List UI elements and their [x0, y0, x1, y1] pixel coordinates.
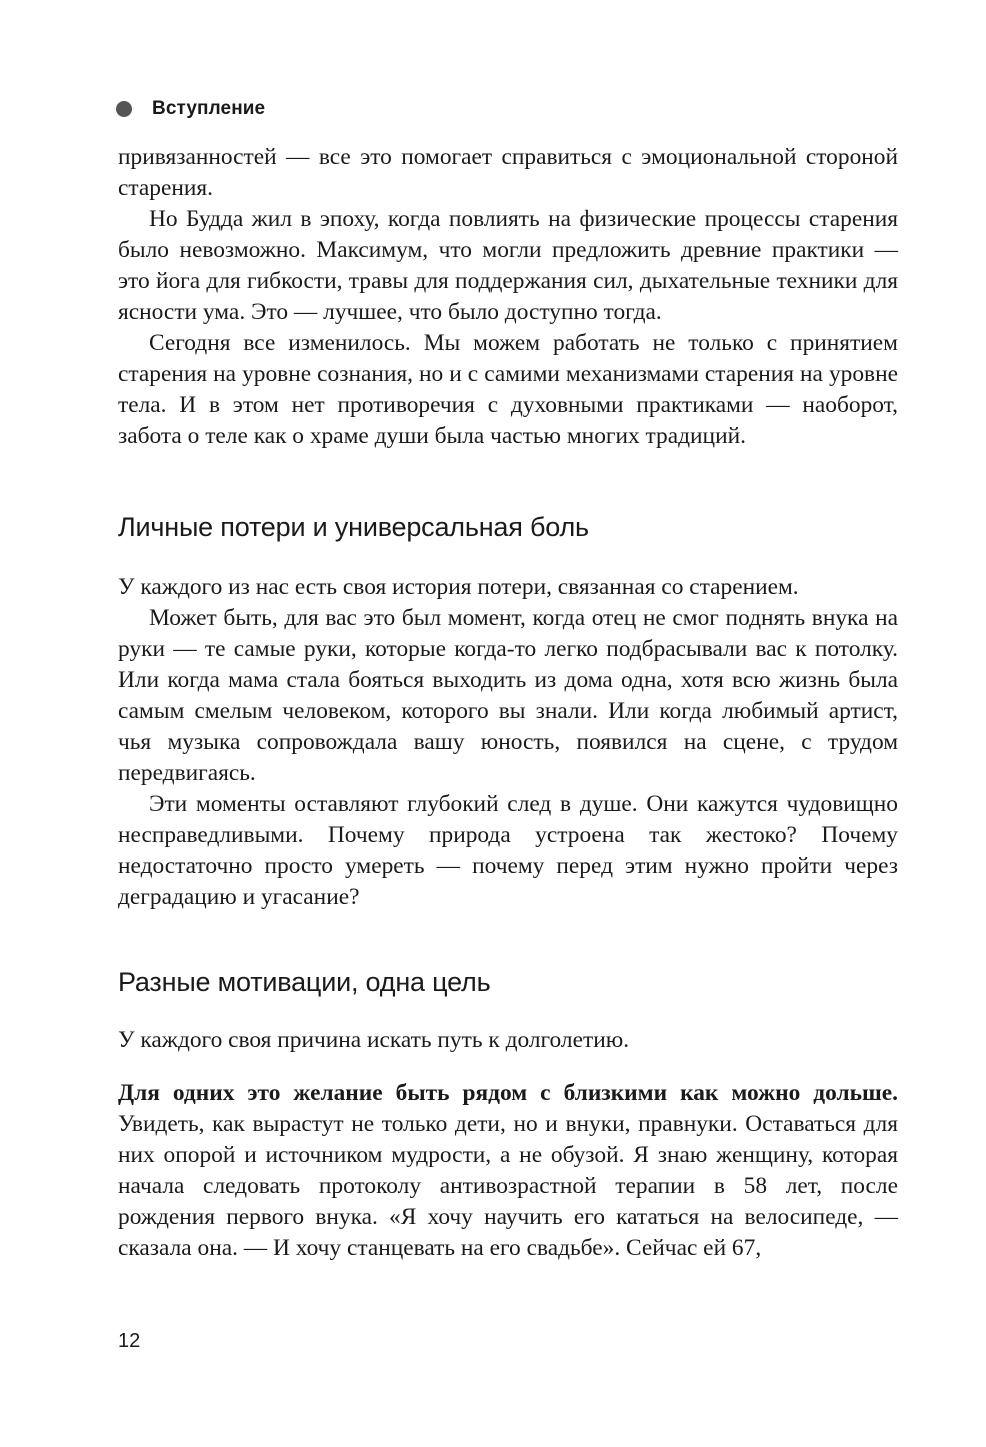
body-paragraph: Но Будда жил в эпоху, когда повлиять на физические процессы старения было невозможно. Максимум, что могли предложить древние практики — это йога для гибкости, травы для поддержания сил, дыхательные техники для ясности ума. Это — лучшее, что было доступно тогда. — [118, 206, 898, 325]
section-heading: Личные потери и универсальная боль — [118, 512, 589, 542]
spacer — [118, 913, 898, 965]
paragraph-continuation: Увидеть, как вырастут не только дети, но и внуки, правнуки. Оставаться для них опорой и источником мудрости, а не обузой. Я знаю женщину, которая начала следовать протоколу антивозрастной терапии в 58 лет, после рождения первого внука. «Я хочу научить его кататься на велосипеде, — сказала она. — И хочу станцевать на его свадьбе». Сейчас ей 67, — [118, 1111, 898, 1261]
spacer — [118, 544, 898, 572]
section-heading: Разные мотивации, одна цель — [118, 967, 491, 997]
spacer — [118, 1056, 898, 1078]
bold-lead-sentence: Для одних это желание быть рядом с близкими как можно дольше. — [118, 1080, 898, 1106]
running-header-title: Вступление — [152, 98, 266, 119]
page-number: 12 — [118, 1330, 141, 1352]
body-paragraph: У каждого из нас есть своя история потери, связанная со старением. — [118, 574, 799, 600]
running-header — [116, 98, 265, 120]
spacer — [118, 452, 898, 510]
page-body — [118, 142, 898, 1264]
body-paragraph: У каждого своя причина искать путь к долголетию. — [118, 1027, 630, 1053]
body-paragraph: Сегодня все изменилось. Мы можем работать не только с принятием старения на уровне сознания, но и с самими механизмами старения на уровне тела. И в этом нет противоречия с духовными практиками — наоборот, забота о теле как о храме души была частью многих традиций. — [118, 330, 898, 449]
spacer — [118, 999, 898, 1025]
body-paragraph: Эти моменты оставляют глубокий след в душе. Они кажутся чудовищно несправедливыми. Почему природа устроена так жестоко? Почему недостаточно просто умереть — почему перед этим нужно пройти через деградацию и угасание? — [118, 791, 898, 910]
bullet-dot-icon — [116, 101, 132, 117]
body-paragraph — [118, 1078, 898, 1264]
body-paragraph: Может быть, для вас это был момент, когда отец не смог поднять внука на руки — те самые руки, которые когда-то легко подбрасывали вас к потолку. Или когда мама стала бояться выходить из дома одна, хотя всю жизнь была самым смелым человеком, которого вы знали. Или когда любимый артист, чья музыка сопровождала вашу юность, появился на сцене, с трудом передвигаясь. — [118, 605, 898, 786]
body-paragraph: привязанностей — все это помогает справиться с эмоциональной стороной старения. — [118, 144, 898, 201]
